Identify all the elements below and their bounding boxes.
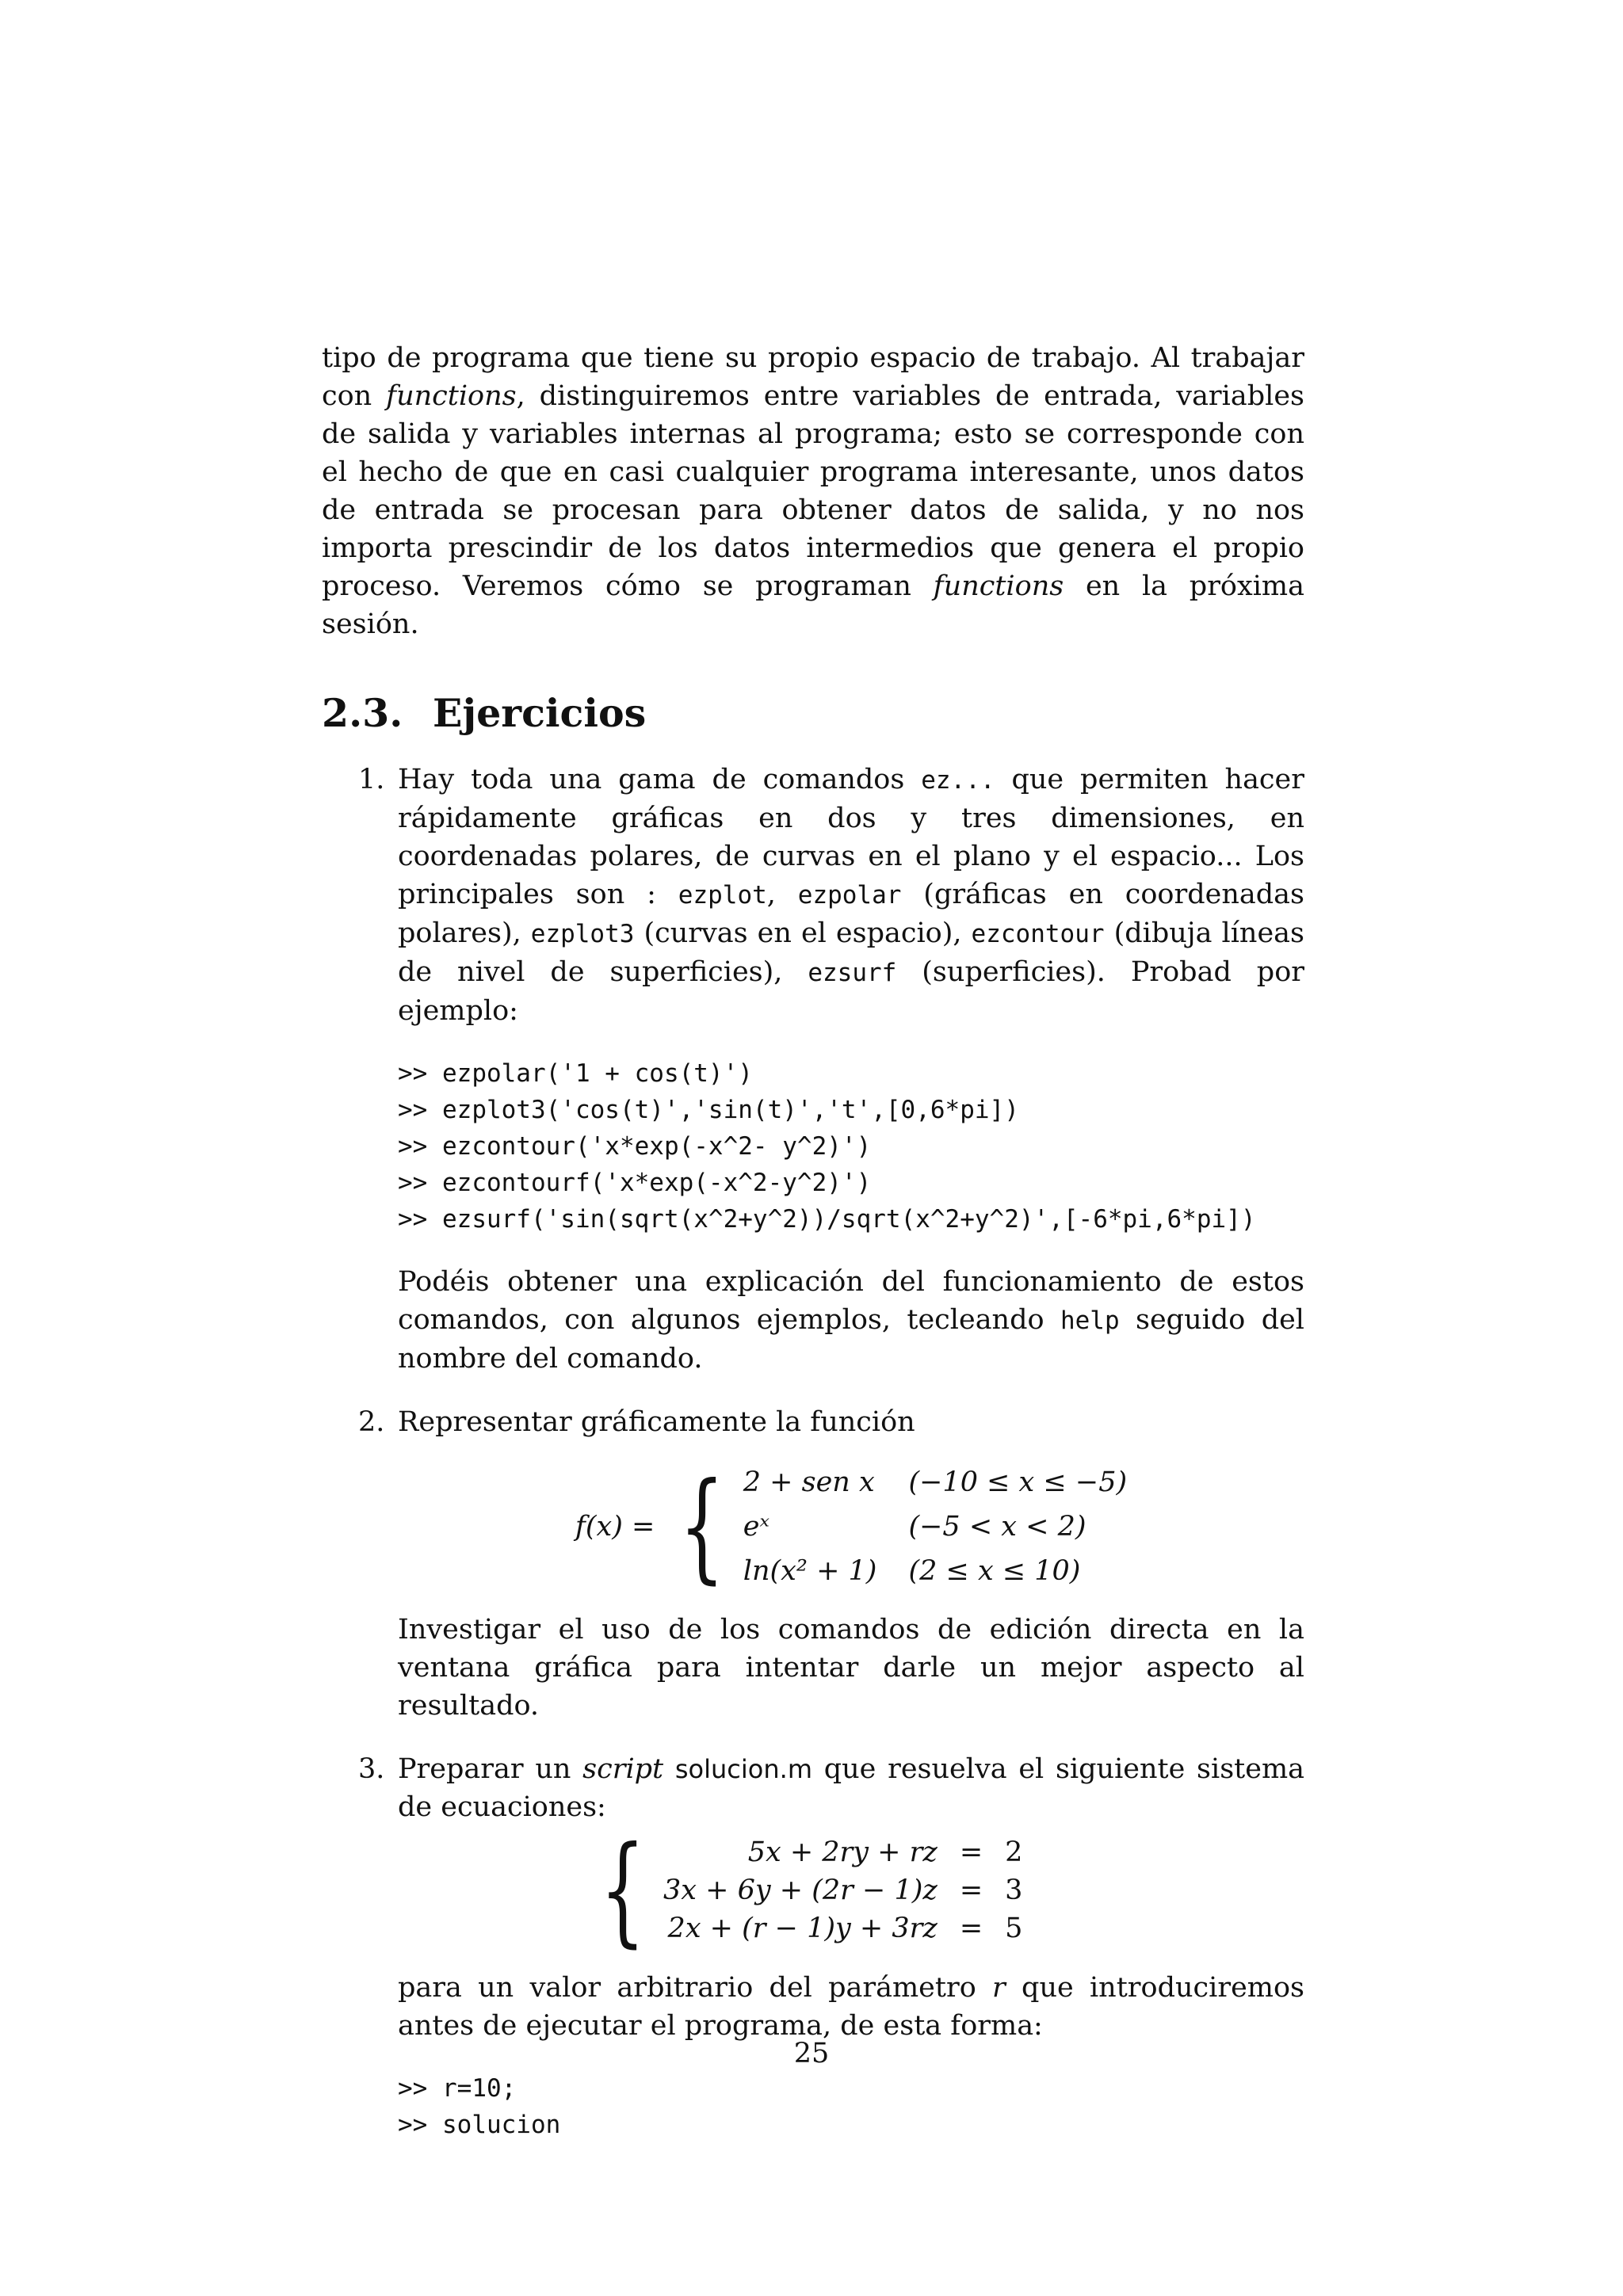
command-help: help [1060,1306,1120,1335]
equation-lhs: 2x + (r − 1)y + 3rz [667,1913,938,1944]
code-line: >> ezpolar('1 + cos(t)') [398,1059,753,1088]
ex3-text-2 [663,1753,675,1785]
page-body [322,339,1304,2168]
piecewise-function [398,1458,1304,1596]
ex1-text-1: Hay toda una gama de comandos [398,764,922,795]
intro-functions-em-2: functions [933,570,1064,602]
script-em: script [582,1753,664,1785]
code-line: >> solucion [398,2111,561,2139]
intro-text-3: en la próxima sesión. [322,570,1304,640]
command-ezplot3: ezplot3 [530,920,635,948]
left-brace: { [599,1821,645,1959]
equation-equals: = [959,1875,983,1906]
exercise-1-number: 1. [358,764,385,795]
ex1-text-2: que permiten hacer rápidamente gráficas en dos y tres dimensiones, en coordenadas polares, de curvas en el plano y el espacio... Los principales son : [398,764,1304,910]
exercise-1-code [398,1055,1304,1238]
intro-text-1: tipo de programa que tiene su propio espacio de trabajo. Al trabajar con [322,342,1304,412]
system-rows [663,1833,1022,1947]
piece-condition: (−5 < x < 2) [908,1511,1086,1543]
ex1-after-2: seguido del nombre del comando. [398,1304,1305,1375]
command-ez: ez... [921,766,995,795]
exercise-1 [322,761,1304,1378]
piece-condition: (−10 ≤ x ≤ −5) [908,1466,1128,1498]
ex1-text-7: (superficies). Probad por ejemplo: [398,956,1304,1027]
equation-rhs: 5 [1005,1913,1023,1944]
code-line: >> ezsurf('sin(sqrt(x^2+y^2))/sqrt(x^2+y^2)',[-6*pi,6*pi]) [398,1205,1256,1234]
ex1-text-6: (dibuja líneas de nivel de superficies), [398,917,1305,988]
parameter-r: r [992,1972,1006,2004]
exercise-2-number: 2. [358,1406,385,1438]
equation-rhs: 3 [1005,1875,1023,1906]
ex1-text-4: (gráficas en coordenadas polares), [398,879,1304,949]
command-ezsurf: ezsurf [808,959,897,987]
exercise-1-text [398,761,1304,1030]
command-ezplot: ezplot [678,881,767,910]
exercise-2-text: Representar gráficamente la función [398,1406,915,1438]
left-brace: { [679,1458,725,1596]
piecewise-rows [743,1463,1127,1590]
exercise-list [322,761,1304,2143]
filename: solucion.m [674,1754,812,1784]
ex3-after-1: para un valor arbitrario del parámetro [398,1972,993,2004]
equation-equals: = [959,1836,983,1868]
command-ezpolar: ezpolar [797,881,902,910]
exercise-3-text [398,1750,1304,1826]
intro-functions-em: functions [386,380,517,412]
exercise-2-after: Investigar el uso de los comandos de edición directa en la ventana gráfica para intentar darle un mejor aspecto al resultado. [398,1614,1304,1722]
equation-rhs: 2 [1005,1836,1023,1868]
piece-expr: 2 + sen x [743,1466,875,1498]
code-line: >> ezcontour('x*exp(-x^2- y^2)') [398,1132,872,1161]
piece-condition: (2 ≤ x ≤ 10) [908,1555,1081,1587]
command-ezcontour: ezcontour [971,920,1105,948]
function-lhs: f(x) = [575,1511,655,1543]
exercise-3-code [398,2070,1304,2143]
page-number: 25 [793,2038,830,2069]
exercise-3-after [398,1969,1304,2045]
ex1-after-1: Podéis obtener una explicación del funcionamiento de estos comandos, con algunos ejemplos, tecleando [398,1266,1304,1336]
ex1-text-5: (curvas en el espacio), [634,917,972,949]
intro-paragraph [322,339,1304,643]
intro-text-2: , distinguiremos entre variables de entrada, variables de salida y variables internas al programa; esto se corresponde con el hecho de que en casi cualquier programa interesante, unos datos de entrada se procesan para obtener datos de salida, y no nos importa prescindir de los datos intermedios que genera el propio proceso. Veremos cómo se programan [322,380,1305,602]
ex3-after-2: que introduciremos antes de ejecutar el programa, de esta forma: [398,1972,1304,2042]
piece-expr: ln(x² + 1) [743,1555,877,1587]
code-line: >> ezcontourf('x*exp(-x^2-y^2)') [398,1169,872,1197]
ex3-text-3: que resuelva el siguiente sistema de ecuaciones: [398,1753,1304,1823]
equation-lhs: 3x + 6y + (2r − 1)z [663,1875,938,1906]
equation-lhs: 5x + 2ry + rz [747,1836,938,1868]
exercise-2 [322,1403,1304,1725]
exercise-3 [322,1750,1304,2143]
ex1-text-3: , [766,879,798,910]
section-heading [322,689,1304,737]
equation-system [303,1821,1304,1959]
section-title: Ejercicios [433,690,647,736]
equation-equals: = [959,1913,983,1944]
exercise-3-number: 3. [358,1753,385,1785]
code-line: >> r=10; [398,2074,517,2103]
section-number: 2.3. [322,690,403,736]
exercise-1-after [398,1263,1304,1378]
code-line: >> ezplot3('cos(t)','sin(t)','t',[0,6*pi]) [398,1096,1019,1124]
ex3-text-1: Preparar un [398,1753,583,1785]
piece-expr: eˣ [743,1511,769,1543]
